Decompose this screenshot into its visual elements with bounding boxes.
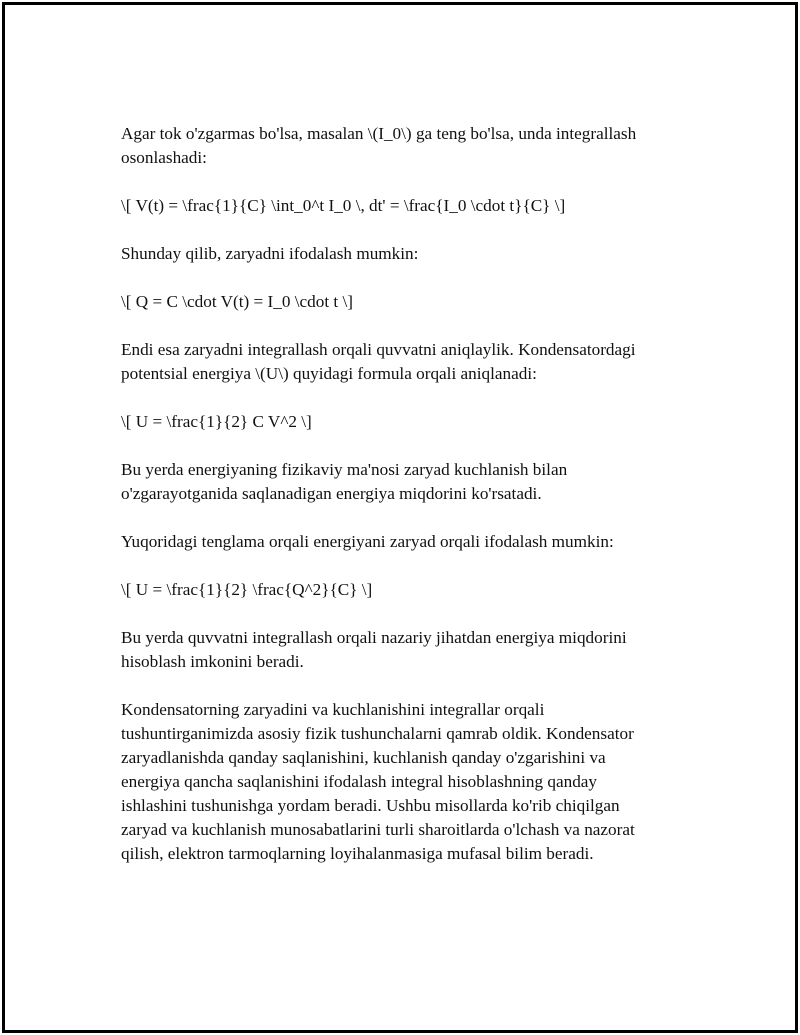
text-line: hisoblash imkonini beradi.: [121, 652, 304, 671]
text-line: qilish, elektron tarmoqlarning loyihalanmasiga mufasal bilim beradi.: [121, 844, 594, 863]
text-line: ishlashini tushunishga yordam beradi. Ushbu misollarda ko'rib chiqilgan: [121, 796, 620, 815]
paragraph: [121, 458, 681, 506]
paragraph: [121, 242, 681, 266]
text-line: \[ Q = C \cdot V(t) = I_0 \cdot t \]: [121, 292, 353, 311]
text-line: Shunday qilib, zaryadni ifodalash mumkin:: [121, 244, 419, 263]
paragraph: [121, 290, 681, 314]
paragraph: [121, 698, 681, 866]
text-line: o'zgarayotganida saqlanadigan energiya miqdorini ko'rsatadi.: [121, 484, 542, 503]
paragraph: [121, 194, 681, 218]
paragraph: [121, 338, 681, 386]
text-line: Kondensatorning zaryadini va kuchlanishini integrallar orqali: [121, 700, 545, 719]
paragraph: [121, 410, 681, 434]
text-line: Bu yerda energiyaning fizikaviy ma'nosi zaryad kuchlanish bilan: [121, 460, 568, 479]
text-line: \[ U = \frac{1}{2} C V^2 \]: [121, 412, 312, 431]
text-line: energiya qancha saqlanishini ifodalash integral hisoblashning qanday: [121, 772, 598, 791]
text-line: \[ U = \frac{1}{2} \frac{Q^2}{C} \]: [121, 580, 373, 599]
text-line: Bu yerda quvvatni integrallash orqali nazariy jihatdan energiya miqdorini: [121, 628, 627, 647]
text-line: Agar tok o'zgarmas bo'lsa, masalan \(I_0\) ga teng bo'lsa, unda integrallash: [121, 124, 637, 143]
text-line: zaryad va kuchlanish munosabatlarini turli sharoitlarda o'lchash va nazorat: [121, 820, 635, 839]
text-line: \[ V(t) = \frac{1}{C} \int_0^t I_0 \, dt' = \frac{I_0 \cdot t}{C} \]: [121, 196, 566, 215]
paragraph: [121, 122, 681, 170]
paragraph: [121, 626, 681, 674]
paragraph: [121, 530, 681, 554]
text-line: Endi esa zaryadni integrallash orqali quvvatni aniqlaylik. Kondensatordagi: [121, 340, 636, 359]
page-frame: [2, 2, 798, 1033]
text-line: potentsial energiya \(U\) quyidagi formula orqali aniqlanadi:: [121, 364, 537, 383]
text-line: osonlashadi:: [121, 148, 207, 167]
text-line: tushuntirganimizda asosiy fizik tushunchalarni qamrab oldik. Kondensator: [121, 724, 634, 743]
text-line: Yuqoridagi tenglama orqali energiyani zaryad orqali ifodalash mumkin:: [121, 532, 614, 551]
text-line: zaryadlanishda qanday saqlanishini, kuchlanish qanday o'zgarishini va: [121, 748, 606, 767]
paragraph: [121, 578, 681, 602]
document-body: [121, 122, 681, 890]
